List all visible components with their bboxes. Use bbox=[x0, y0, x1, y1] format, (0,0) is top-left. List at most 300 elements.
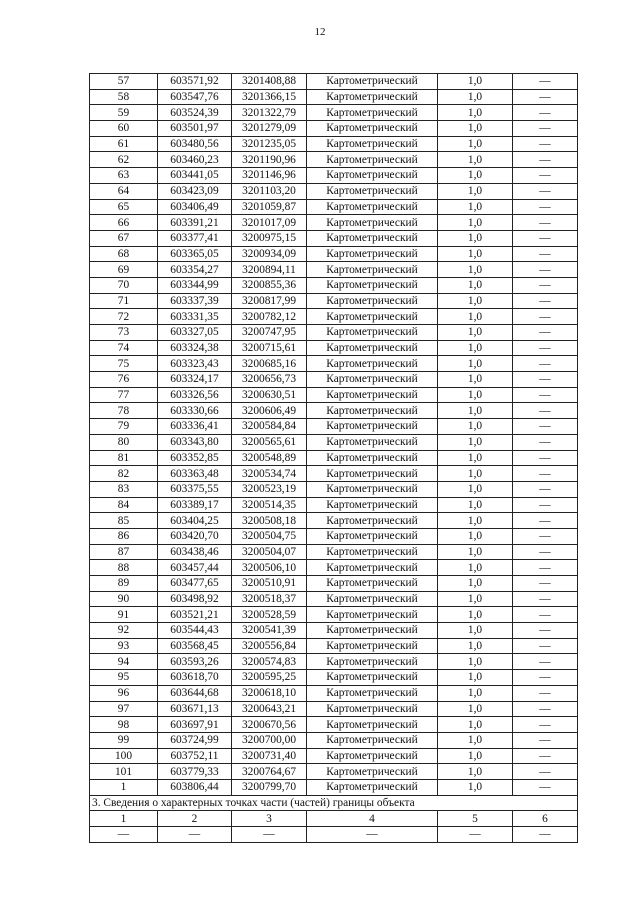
x-coordinate-cell: 603330,66 bbox=[158, 403, 232, 419]
x-coordinate-cell: 603375,55 bbox=[158, 481, 232, 497]
point-number-cell: 95 bbox=[90, 670, 158, 686]
description-cell: — bbox=[513, 136, 578, 152]
point-number-cell: 75 bbox=[90, 356, 158, 372]
description-cell: — bbox=[513, 372, 578, 388]
section-3-cell-4: — bbox=[307, 827, 438, 843]
table-row bbox=[90, 419, 578, 435]
x-coordinate-cell: 603324,38 bbox=[158, 340, 232, 356]
y-coordinate-cell: 3200894,11 bbox=[232, 262, 307, 278]
accuracy-cell: 1,0 bbox=[438, 262, 513, 278]
table-row bbox=[90, 591, 578, 607]
accuracy-cell: 1,0 bbox=[438, 277, 513, 293]
description-cell: — bbox=[513, 685, 578, 701]
accuracy-cell: 1,0 bbox=[438, 497, 513, 513]
x-coordinate-cell: 603331,35 bbox=[158, 309, 232, 325]
accuracy-cell: 1,0 bbox=[438, 152, 513, 168]
x-coordinate-cell: 603389,17 bbox=[158, 497, 232, 513]
y-coordinate-cell: 3200518,37 bbox=[232, 591, 307, 607]
y-coordinate-cell: 3200700,00 bbox=[232, 732, 307, 748]
point-number-cell: 77 bbox=[90, 387, 158, 403]
table-row bbox=[90, 560, 578, 576]
table-row bbox=[90, 136, 578, 152]
table-row bbox=[90, 121, 578, 137]
description-cell: — bbox=[513, 591, 578, 607]
description-cell: — bbox=[513, 670, 578, 686]
table-row bbox=[90, 654, 578, 670]
point-number-cell: 90 bbox=[90, 591, 158, 607]
point-number-cell: 87 bbox=[90, 544, 158, 560]
table-row bbox=[90, 340, 578, 356]
y-coordinate-cell: 3200643,21 bbox=[232, 701, 307, 717]
y-coordinate-cell: 3200782,12 bbox=[232, 309, 307, 325]
x-coordinate-cell: 603752,11 bbox=[158, 748, 232, 764]
point-number-cell: 72 bbox=[90, 309, 158, 325]
x-coordinate-cell: 603460,23 bbox=[158, 152, 232, 168]
y-coordinate-cell: 3200630,51 bbox=[232, 387, 307, 403]
x-coordinate-cell: 603618,70 bbox=[158, 670, 232, 686]
point-number-cell: 62 bbox=[90, 152, 158, 168]
table-row bbox=[90, 199, 578, 215]
y-coordinate-cell: 3200541,39 bbox=[232, 623, 307, 639]
x-coordinate-cell: 603779,33 bbox=[158, 764, 232, 780]
description-cell: — bbox=[513, 74, 578, 90]
y-coordinate-cell: 3200799,70 bbox=[232, 779, 307, 795]
description-cell: — bbox=[513, 560, 578, 576]
section-3-header-6: 6 bbox=[513, 811, 578, 827]
table-row bbox=[90, 450, 578, 466]
description-cell: — bbox=[513, 262, 578, 278]
section-3-header-4: 4 bbox=[307, 811, 438, 827]
accuracy-cell: 1,0 bbox=[438, 340, 513, 356]
x-coordinate-cell: 603354,27 bbox=[158, 262, 232, 278]
point-number-cell: 71 bbox=[90, 293, 158, 309]
method-cell: Картометрический bbox=[307, 654, 438, 670]
x-coordinate-cell: 603352,85 bbox=[158, 450, 232, 466]
y-coordinate-cell: 3200528,59 bbox=[232, 607, 307, 623]
y-coordinate-cell: 3201146,96 bbox=[232, 168, 307, 184]
table-row bbox=[90, 779, 578, 795]
point-number-cell: 73 bbox=[90, 325, 158, 341]
x-coordinate-cell: 603544,43 bbox=[158, 623, 232, 639]
point-number-cell: 61 bbox=[90, 136, 158, 152]
table-row bbox=[90, 246, 578, 262]
section-3-title: 3. Сведения о характерных точках части (частей) границы объекта bbox=[90, 795, 578, 811]
method-cell: Картометрический bbox=[307, 199, 438, 215]
description-cell: — bbox=[513, 325, 578, 341]
point-number-cell: 93 bbox=[90, 638, 158, 654]
table-row bbox=[90, 152, 578, 168]
table-row bbox=[90, 262, 578, 278]
accuracy-cell: 1,0 bbox=[438, 779, 513, 795]
description-cell: — bbox=[513, 434, 578, 450]
point-number-cell: 57 bbox=[90, 74, 158, 90]
accuracy-cell: 1,0 bbox=[438, 654, 513, 670]
x-coordinate-cell: 603438,46 bbox=[158, 544, 232, 560]
x-coordinate-cell: 603457,44 bbox=[158, 560, 232, 576]
y-coordinate-cell: 3201017,09 bbox=[232, 215, 307, 231]
method-cell: Картометрический bbox=[307, 544, 438, 560]
method-cell: Картометрический bbox=[307, 277, 438, 293]
method-cell: Картометрический bbox=[307, 434, 438, 450]
description-cell: — bbox=[513, 481, 578, 497]
accuracy-cell: 1,0 bbox=[438, 701, 513, 717]
description-cell: — bbox=[513, 513, 578, 529]
y-coordinate-cell: 3200510,91 bbox=[232, 576, 307, 592]
point-number-cell: 66 bbox=[90, 215, 158, 231]
method-cell: Картометрический bbox=[307, 779, 438, 795]
method-cell: Картометрический bbox=[307, 623, 438, 639]
point-number-cell: 1 bbox=[90, 779, 158, 795]
point-number-cell: 69 bbox=[90, 262, 158, 278]
accuracy-cell: 1,0 bbox=[438, 230, 513, 246]
accuracy-cell: 1,0 bbox=[438, 403, 513, 419]
table-row bbox=[90, 293, 578, 309]
section-3-header-row bbox=[90, 811, 578, 827]
table-row bbox=[90, 670, 578, 686]
accuracy-cell: 1,0 bbox=[438, 89, 513, 105]
description-cell: — bbox=[513, 356, 578, 372]
x-coordinate-cell: 603697,91 bbox=[158, 717, 232, 733]
method-cell: Картометрический bbox=[307, 670, 438, 686]
method-cell: Картометрический bbox=[307, 732, 438, 748]
x-coordinate-cell: 603521,21 bbox=[158, 607, 232, 623]
y-coordinate-cell: 3200975,15 bbox=[232, 230, 307, 246]
description-cell: — bbox=[513, 277, 578, 293]
method-cell: Картометрический bbox=[307, 466, 438, 482]
table-row bbox=[90, 623, 578, 639]
accuracy-cell: 1,0 bbox=[438, 74, 513, 90]
y-coordinate-cell: 3201408,88 bbox=[232, 74, 307, 90]
page-number: 12 bbox=[314, 26, 326, 38]
description-cell: — bbox=[513, 105, 578, 121]
method-cell: Картометрический bbox=[307, 497, 438, 513]
method-cell: Картометрический bbox=[307, 293, 438, 309]
method-cell: Картометрический bbox=[307, 419, 438, 435]
point-number-cell: 94 bbox=[90, 654, 158, 670]
y-coordinate-cell: 3201322,79 bbox=[232, 105, 307, 121]
description-cell: — bbox=[513, 89, 578, 105]
table-row bbox=[90, 764, 578, 780]
method-cell: Картометрический bbox=[307, 372, 438, 388]
x-coordinate-cell: 603420,70 bbox=[158, 528, 232, 544]
table-row bbox=[90, 748, 578, 764]
table-row bbox=[90, 356, 578, 372]
section-3-cell-5: — bbox=[438, 827, 513, 843]
method-cell: Картометрический bbox=[307, 764, 438, 780]
description-cell: — bbox=[513, 293, 578, 309]
point-number-cell: 101 bbox=[90, 764, 158, 780]
accuracy-cell: 1,0 bbox=[438, 607, 513, 623]
method-cell: Картометрический bbox=[307, 121, 438, 137]
y-coordinate-cell: 3200595,25 bbox=[232, 670, 307, 686]
y-coordinate-cell: 3200548,89 bbox=[232, 450, 307, 466]
y-coordinate-cell: 3201279,09 bbox=[232, 121, 307, 137]
description-cell: — bbox=[513, 701, 578, 717]
method-cell: Картометрический bbox=[307, 701, 438, 717]
accuracy-cell: 1,0 bbox=[438, 591, 513, 607]
table-row bbox=[90, 638, 578, 654]
accuracy-cell: 1,0 bbox=[438, 466, 513, 482]
x-coordinate-cell: 603441,05 bbox=[158, 168, 232, 184]
table-row bbox=[90, 74, 578, 90]
x-coordinate-cell: 603477,65 bbox=[158, 576, 232, 592]
description-cell: — bbox=[513, 717, 578, 733]
point-number-cell: 76 bbox=[90, 372, 158, 388]
x-coordinate-cell: 603593,26 bbox=[158, 654, 232, 670]
method-cell: Картометрический bbox=[307, 152, 438, 168]
point-number-cell: 58 bbox=[90, 89, 158, 105]
x-coordinate-cell: 603344,99 bbox=[158, 277, 232, 293]
x-coordinate-cell: 603324,17 bbox=[158, 372, 232, 388]
method-cell: Картометрический bbox=[307, 168, 438, 184]
accuracy-cell: 1,0 bbox=[438, 372, 513, 388]
x-coordinate-cell: 603724,99 bbox=[158, 732, 232, 748]
accuracy-cell: 1,0 bbox=[438, 419, 513, 435]
accuracy-cell: 1,0 bbox=[438, 528, 513, 544]
table-row bbox=[90, 372, 578, 388]
accuracy-cell: 1,0 bbox=[438, 623, 513, 639]
description-cell: — bbox=[513, 309, 578, 325]
y-coordinate-cell: 3200504,07 bbox=[232, 544, 307, 560]
method-cell: Картометрический bbox=[307, 481, 438, 497]
description-cell: — bbox=[513, 246, 578, 262]
y-coordinate-cell: 3200534,74 bbox=[232, 466, 307, 482]
y-coordinate-cell: 3200556,84 bbox=[232, 638, 307, 654]
description-cell: — bbox=[513, 215, 578, 231]
table-row bbox=[90, 168, 578, 184]
description-cell: — bbox=[513, 121, 578, 137]
point-number-cell: 88 bbox=[90, 560, 158, 576]
accuracy-cell: 1,0 bbox=[438, 121, 513, 137]
x-coordinate-cell: 603365,05 bbox=[158, 246, 232, 262]
accuracy-cell: 1,0 bbox=[438, 717, 513, 733]
x-coordinate-cell: 603571,92 bbox=[158, 74, 232, 90]
description-cell: — bbox=[513, 340, 578, 356]
table-row bbox=[90, 732, 578, 748]
y-coordinate-cell: 3200715,61 bbox=[232, 340, 307, 356]
y-coordinate-cell: 3200934,09 bbox=[232, 246, 307, 262]
table-row bbox=[90, 717, 578, 733]
coordinates-table-body bbox=[90, 74, 578, 796]
table-row bbox=[90, 403, 578, 419]
description-cell: — bbox=[513, 779, 578, 795]
accuracy-cell: 1,0 bbox=[438, 434, 513, 450]
accuracy-cell: 1,0 bbox=[438, 293, 513, 309]
x-coordinate-cell: 603423,09 bbox=[158, 183, 232, 199]
method-cell: Картометрический bbox=[307, 230, 438, 246]
section-3-title-row bbox=[90, 795, 578, 811]
y-coordinate-cell: 3200747,95 bbox=[232, 325, 307, 341]
x-coordinate-cell: 603363,48 bbox=[158, 466, 232, 482]
accuracy-cell: 1,0 bbox=[438, 560, 513, 576]
table-row bbox=[90, 576, 578, 592]
accuracy-cell: 1,0 bbox=[438, 356, 513, 372]
accuracy-cell: 1,0 bbox=[438, 168, 513, 184]
y-coordinate-cell: 3200618,10 bbox=[232, 685, 307, 701]
point-number-cell: 86 bbox=[90, 528, 158, 544]
point-number-cell: 83 bbox=[90, 481, 158, 497]
method-cell: Картометрический bbox=[307, 513, 438, 529]
description-cell: — bbox=[513, 576, 578, 592]
table-row bbox=[90, 685, 578, 701]
method-cell: Картометрический bbox=[307, 576, 438, 592]
method-cell: Картометрический bbox=[307, 325, 438, 341]
x-coordinate-cell: 603644,68 bbox=[158, 685, 232, 701]
section-3 bbox=[90, 795, 578, 842]
point-number-cell: 96 bbox=[90, 685, 158, 701]
method-cell: Картометрический bbox=[307, 591, 438, 607]
x-coordinate-cell: 603501,97 bbox=[158, 121, 232, 137]
table-row bbox=[90, 528, 578, 544]
accuracy-cell: 1,0 bbox=[438, 481, 513, 497]
y-coordinate-cell: 3200574,83 bbox=[232, 654, 307, 670]
x-coordinate-cell: 603323,43 bbox=[158, 356, 232, 372]
method-cell: Картометрический bbox=[307, 105, 438, 121]
point-number-cell: 59 bbox=[90, 105, 158, 121]
table-row bbox=[90, 387, 578, 403]
table-row bbox=[90, 544, 578, 560]
method-cell: Картометрический bbox=[307, 340, 438, 356]
x-coordinate-cell: 603498,92 bbox=[158, 591, 232, 607]
x-coordinate-cell: 603547,76 bbox=[158, 89, 232, 105]
method-cell: Картометрический bbox=[307, 356, 438, 372]
section-3-header-3: 3 bbox=[232, 811, 307, 827]
y-coordinate-cell: 3200817,99 bbox=[232, 293, 307, 309]
accuracy-cell: 1,0 bbox=[438, 670, 513, 686]
method-cell: Картометрический bbox=[307, 685, 438, 701]
method-cell: Картометрический bbox=[307, 387, 438, 403]
point-number-cell: 84 bbox=[90, 497, 158, 513]
point-number-cell: 92 bbox=[90, 623, 158, 639]
section-3-cell-6: — bbox=[513, 827, 578, 843]
point-number-cell: 81 bbox=[90, 450, 158, 466]
method-cell: Картометрический bbox=[307, 528, 438, 544]
accuracy-cell: 1,0 bbox=[438, 576, 513, 592]
y-coordinate-cell: 3201235,05 bbox=[232, 136, 307, 152]
y-coordinate-cell: 3200670,56 bbox=[232, 717, 307, 733]
point-number-cell: 60 bbox=[90, 121, 158, 137]
method-cell: Картометрический bbox=[307, 74, 438, 90]
x-coordinate-cell: 603343,80 bbox=[158, 434, 232, 450]
section-3-data-row bbox=[90, 827, 578, 843]
description-cell: — bbox=[513, 638, 578, 654]
point-number-cell: 97 bbox=[90, 701, 158, 717]
section-3-header-1: 1 bbox=[90, 811, 158, 827]
x-coordinate-cell: 603326,56 bbox=[158, 387, 232, 403]
y-coordinate-cell: 3200514,35 bbox=[232, 497, 307, 513]
y-coordinate-cell: 3200506,10 bbox=[232, 560, 307, 576]
x-coordinate-cell: 603806,44 bbox=[158, 779, 232, 795]
description-cell: — bbox=[513, 387, 578, 403]
description-cell: — bbox=[513, 732, 578, 748]
y-coordinate-cell: 3200508,18 bbox=[232, 513, 307, 529]
section-3-cell-3: — bbox=[232, 827, 307, 843]
accuracy-cell: 1,0 bbox=[438, 450, 513, 466]
point-number-cell: 85 bbox=[90, 513, 158, 529]
table-row bbox=[90, 89, 578, 105]
accuracy-cell: 1,0 bbox=[438, 748, 513, 764]
accuracy-cell: 1,0 bbox=[438, 638, 513, 654]
accuracy-cell: 1,0 bbox=[438, 309, 513, 325]
y-coordinate-cell: 3200606,49 bbox=[232, 403, 307, 419]
table-row bbox=[90, 497, 578, 513]
x-coordinate-cell: 603524,39 bbox=[158, 105, 232, 121]
description-cell: — bbox=[513, 152, 578, 168]
method-cell: Картометрический bbox=[307, 607, 438, 623]
point-number-cell: 67 bbox=[90, 230, 158, 246]
table-row bbox=[90, 215, 578, 231]
accuracy-cell: 1,0 bbox=[438, 513, 513, 529]
method-cell: Картометрический bbox=[307, 262, 438, 278]
table-row bbox=[90, 230, 578, 246]
point-number-cell: 63 bbox=[90, 168, 158, 184]
method-cell: Картометрический bbox=[307, 403, 438, 419]
point-number-cell: 78 bbox=[90, 403, 158, 419]
table-row bbox=[90, 607, 578, 623]
coordinates-table bbox=[89, 73, 578, 843]
y-coordinate-cell: 3201059,87 bbox=[232, 199, 307, 215]
accuracy-cell: 1,0 bbox=[438, 105, 513, 121]
method-cell: Картометрический bbox=[307, 136, 438, 152]
point-number-cell: 74 bbox=[90, 340, 158, 356]
y-coordinate-cell: 3201103,20 bbox=[232, 183, 307, 199]
method-cell: Картометрический bbox=[307, 748, 438, 764]
description-cell: — bbox=[513, 466, 578, 482]
y-coordinate-cell: 3200504,75 bbox=[232, 528, 307, 544]
x-coordinate-cell: 603404,25 bbox=[158, 513, 232, 529]
description-cell: — bbox=[513, 544, 578, 560]
accuracy-cell: 1,0 bbox=[438, 136, 513, 152]
description-cell: — bbox=[513, 528, 578, 544]
accuracy-cell: 1,0 bbox=[438, 246, 513, 262]
section-3-cell-2: — bbox=[158, 827, 232, 843]
y-coordinate-cell: 3200523,19 bbox=[232, 481, 307, 497]
description-cell: — bbox=[513, 230, 578, 246]
point-number-cell: 79 bbox=[90, 419, 158, 435]
point-number-cell: 70 bbox=[90, 277, 158, 293]
method-cell: Картометрический bbox=[307, 89, 438, 105]
method-cell: Картометрический bbox=[307, 717, 438, 733]
section-3-cell-1: — bbox=[90, 827, 158, 843]
x-coordinate-cell: 603568,45 bbox=[158, 638, 232, 654]
y-coordinate-cell: 3201190,96 bbox=[232, 152, 307, 168]
y-coordinate-cell: 3200685,16 bbox=[232, 356, 307, 372]
accuracy-cell: 1,0 bbox=[438, 199, 513, 215]
table-row bbox=[90, 513, 578, 529]
y-coordinate-cell: 3200565,61 bbox=[232, 434, 307, 450]
y-coordinate-cell: 3201366,15 bbox=[232, 89, 307, 105]
x-coordinate-cell: 603391,21 bbox=[158, 215, 232, 231]
description-cell: — bbox=[513, 183, 578, 199]
y-coordinate-cell: 3200855,36 bbox=[232, 277, 307, 293]
table-row bbox=[90, 105, 578, 121]
y-coordinate-cell: 3200584,84 bbox=[232, 419, 307, 435]
y-coordinate-cell: 3200656,73 bbox=[232, 372, 307, 388]
table-row bbox=[90, 481, 578, 497]
x-coordinate-cell: 603327,05 bbox=[158, 325, 232, 341]
point-number-cell: 82 bbox=[90, 466, 158, 482]
method-cell: Картометрический bbox=[307, 215, 438, 231]
method-cell: Картометрический bbox=[307, 638, 438, 654]
description-cell: — bbox=[513, 654, 578, 670]
x-coordinate-cell: 603480,56 bbox=[158, 136, 232, 152]
y-coordinate-cell: 3200731,40 bbox=[232, 748, 307, 764]
accuracy-cell: 1,0 bbox=[438, 183, 513, 199]
accuracy-cell: 1,0 bbox=[438, 387, 513, 403]
accuracy-cell: 1,0 bbox=[438, 732, 513, 748]
table-row bbox=[90, 183, 578, 199]
y-coordinate-cell: 3200764,67 bbox=[232, 764, 307, 780]
